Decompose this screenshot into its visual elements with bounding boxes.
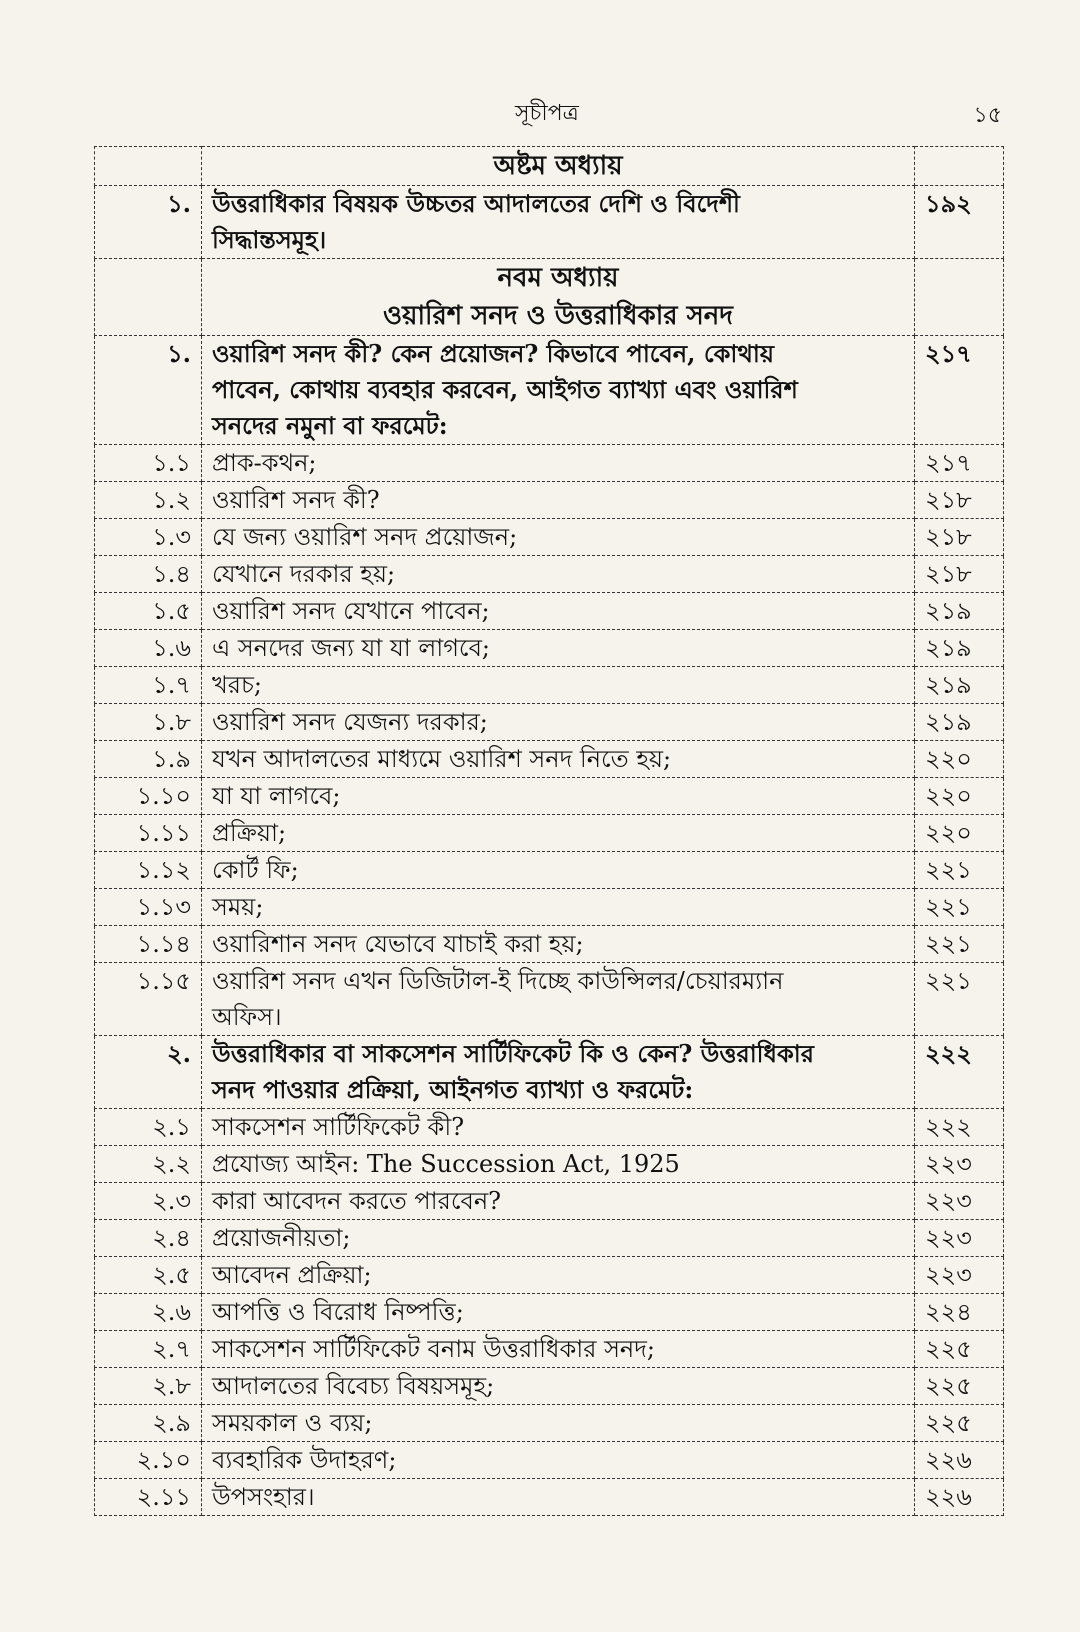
table-row [95,926,1004,963]
entry-title: ওয়ারিশ সনদ কী? কেন প্রয়োজন? কিভাবে পাবেন, কোথায় পাবেন, কোথায় ব্যবহার করবেন, আইগত ব্যাখ্যা এবং ওয়ারিশ সনদের নমুনা বা ফরমেট: [202,336,915,445]
table-row [95,704,1004,741]
entry-number: ২.৪ [95,1220,202,1257]
table-row [95,889,1004,926]
entry-page: ২২০ [915,815,1004,852]
table-row [95,1368,1004,1405]
entry-page: ২২৩ [915,1257,1004,1294]
entry-page: ২১৮ [915,482,1004,519]
entry-number: ১. [95,336,202,445]
entry-number: ১.১২ [95,852,202,889]
entry-page: ২১৮ [915,556,1004,593]
table-row [95,852,1004,889]
entry-page: ২২২ [915,1109,1004,1146]
entry-title: যে জন্য ওয়ারিশ সনদ প্রয়োজন; [202,519,915,556]
entry-title: কারা আবেদন করতে পারবেন? [202,1183,915,1220]
entry-page: ২১৭ [915,336,1004,445]
entry-page: ২২৩ [915,1146,1004,1183]
entry-number: ২.৭ [95,1331,202,1368]
entry-page: ২২১ [915,963,1004,1036]
entry-title: ওয়ারিশ সনদ যেজন্য দরকার; [202,704,915,741]
entry-title: প্রাক-কথন; [202,445,915,482]
entry-page: ২২১ [915,889,1004,926]
entry-title: ব্যবহারিক উদাহরণ; [202,1442,915,1479]
chapter-heading-row [95,259,1004,336]
table-row [95,1036,1004,1109]
table-row [95,186,1004,259]
entry-page: ১৯২ [915,186,1004,259]
page-header [0,92,1080,132]
table-row [95,963,1004,1036]
entry-number: ১.১৫ [95,963,202,1036]
entry-title: আবেদন প্রক্রিয়া; [202,1257,915,1294]
table-of-contents [94,146,1004,1516]
entry-page: ২১৯ [915,593,1004,630]
entry-title: প্রযোজ্য আইন: The Succession Act, 1925 [202,1146,915,1183]
entry-number: ১.১ [95,445,202,482]
entry-title: খরচ; [202,667,915,704]
entry-title: কোর্ট ফি; [202,852,915,889]
entry-page: ২২১ [915,926,1004,963]
table-row [95,593,1004,630]
table-row [95,482,1004,519]
table-row [95,630,1004,667]
chapter-heading-row [95,147,1004,186]
entry-number: ১.১৩ [95,889,202,926]
table-row [95,1479,1004,1516]
entry-number: ২.১১ [95,1479,202,1516]
table-row [95,519,1004,556]
entry-title: সাকসেশন সার্টিফিকেট কী? [202,1109,915,1146]
table-row [95,741,1004,778]
entry-title: উত্তরাধিকার বা সাকসেশন সার্টিফিকেট কি ও কেন? উত্তরাধিকার সনদ পাওয়ার প্রক্রিয়া, আইনগত ব্যাখ্যা ও ফরমেট: [202,1036,915,1109]
table-row [95,1146,1004,1183]
entry-title: যখন আদালতের মাধ্যমে ওয়ারিশ সনদ নিতে হয়; [202,741,915,778]
table-row [95,1331,1004,1368]
table-row [95,1220,1004,1257]
entry-number: ২.৬ [95,1294,202,1331]
table-row [95,1257,1004,1294]
chapter-title: অষ্টম অধ্যায় [202,147,915,186]
entry-title: প্রয়োজনীয়তা; [202,1220,915,1257]
table-row [95,445,1004,482]
table-row [95,1109,1004,1146]
entry-number: ১.৩ [95,519,202,556]
entry-page: ২২৬ [915,1479,1004,1516]
table-row [95,336,1004,445]
entry-number: ২.৫ [95,1257,202,1294]
entry-number: ১.১১ [95,815,202,852]
entry-page: ২১৯ [915,630,1004,667]
entry-page: ২১৯ [915,704,1004,741]
entry-number: ২.৩ [95,1183,202,1220]
entry-number: ১.৬ [95,630,202,667]
entry-title: এ সনদের জন্য যা যা লাগবে; [202,630,915,667]
entry-page: ২২৬ [915,1442,1004,1479]
entry-number: ২.২ [95,1146,202,1183]
entry-title: আপত্তি ও বিরোধ নিষ্পত্তি; [202,1294,915,1331]
entry-title: উত্তরাধিকার বিষয়ক উচ্চতর আদালতের দেশি ও বিদেশী সিদ্ধান্তসমূহ। [202,186,915,259]
entry-page: ২২৪ [915,1294,1004,1331]
entry-page: ২১৮ [915,519,1004,556]
entry-page: ২২০ [915,741,1004,778]
table-row [95,1294,1004,1331]
table-row [95,815,1004,852]
table-row [95,556,1004,593]
entry-page: ২২৫ [915,1405,1004,1442]
page-number: ১৫ [973,103,1002,128]
entry-title: উপসংহার। [202,1479,915,1516]
entry-title: সময়কাল ও ব্যয়; [202,1405,915,1442]
table-row [95,667,1004,704]
entry-number: ২.৯ [95,1405,202,1442]
entry-page: ২২০ [915,778,1004,815]
entry-title: আদালতের বিবেচ্য বিষয়সমূহ; [202,1368,915,1405]
table-row [95,1183,1004,1220]
page-title: সূচীপত্র [515,101,579,126]
table-row [95,1442,1004,1479]
entry-number: ১.১০ [95,778,202,815]
entry-page: ২২১ [915,852,1004,889]
entry-number: ১.৪ [95,556,202,593]
table-row [95,1405,1004,1442]
entry-title: সাকসেশন সার্টিফিকেট বনাম উত্তরাধিকার সনদ; [202,1331,915,1368]
entry-page: ২২২ [915,1036,1004,1109]
entry-page: ২২৩ [915,1183,1004,1220]
entry-title: ওয়ারিশ সনদ কী? [202,482,915,519]
entry-title: ওয়ারিশান সনদ যেভাবে যাচাই করা হয়; [202,926,915,963]
entry-number: ২.১ [95,1109,202,1146]
entry-page: ২২৫ [915,1368,1004,1405]
entry-title: ওয়ারিশ সনদ এখন ডিজিটাল-ই দিচ্ছে কাউন্সিলর/চেয়ারম্যান অফিস। [202,963,915,1036]
chapter-subtitle: ওয়ারিশ সনদ ও উত্তরাধিকার সনদ [383,301,733,331]
entry-number: ২.১০ [95,1442,202,1479]
entry-number: ১.১৪ [95,926,202,963]
entry-number: ২.৮ [95,1368,202,1405]
entry-page: ২২৫ [915,1331,1004,1368]
entry-title: প্রক্রিয়া; [202,815,915,852]
entry-number: ১.২ [95,482,202,519]
entry-page: ২১৯ [915,667,1004,704]
entry-title: যেখানে দরকার হয়; [202,556,915,593]
entry-title: ওয়ারিশ সনদ যেখানে পাবেন; [202,593,915,630]
entry-page: ২১৭ [915,445,1004,482]
entry-number: ১.৯ [95,741,202,778]
entry-number: ২. [95,1036,202,1109]
entry-title: যা যা লাগবে; [202,778,915,815]
table-row [95,778,1004,815]
chapter-title: নবম অধ্যায় ওয়ারিশ সনদ ও উত্তরাধিকার সনদ [202,259,915,336]
entry-title: সময়; [202,889,915,926]
entry-number: ১. [95,186,202,259]
entry-page: ২২৩ [915,1220,1004,1257]
entry-number: ১.৫ [95,593,202,630]
entry-number: ১.৮ [95,704,202,741]
entry-number: ১.৭ [95,667,202,704]
